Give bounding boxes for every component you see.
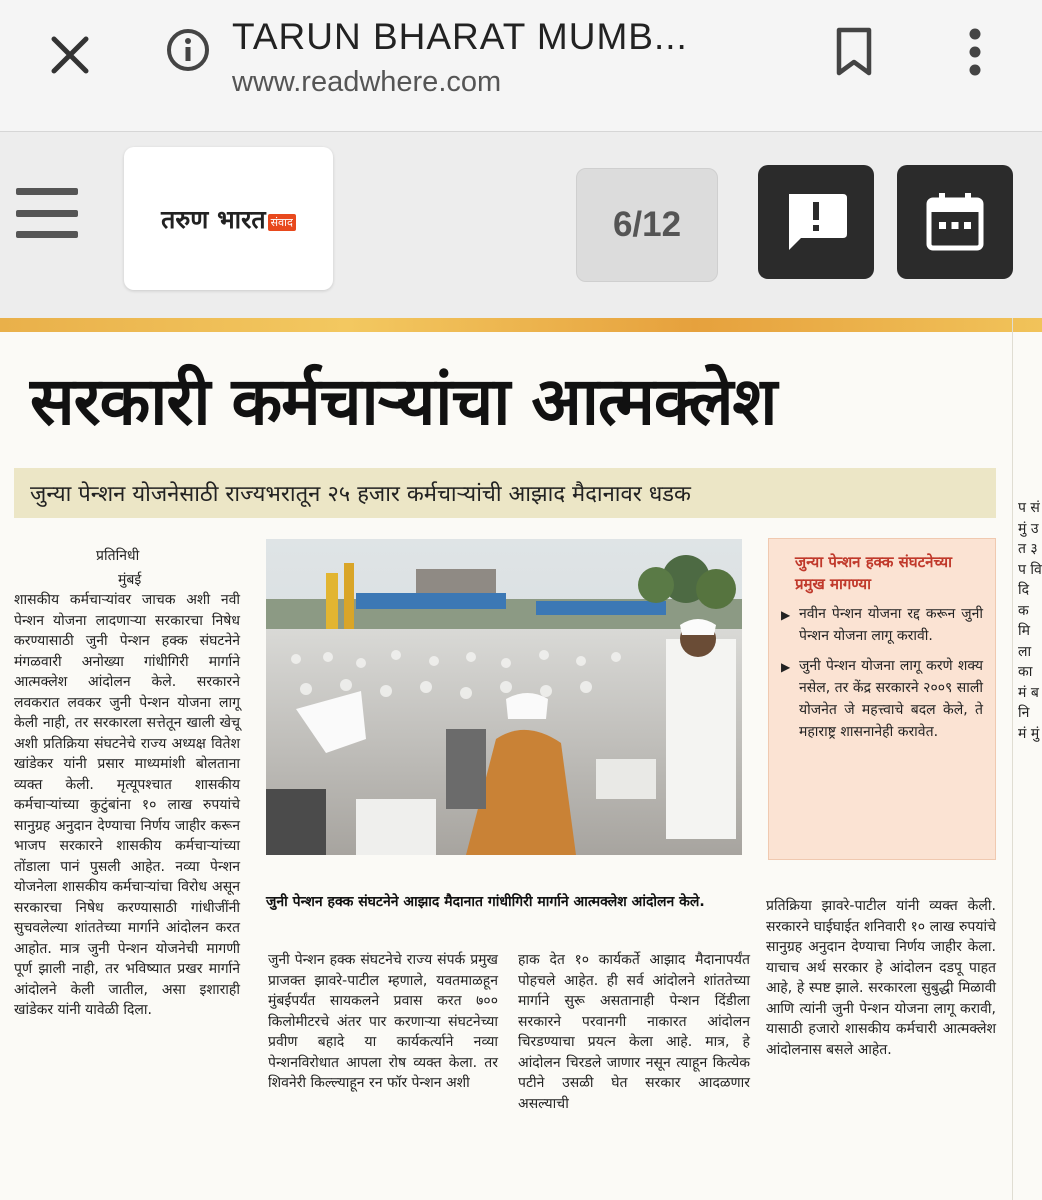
more-vert-icon[interactable] bbox=[950, 22, 1000, 82]
info-icon[interactable] bbox=[160, 22, 216, 78]
demand-text: जुनी पेन्शन योजना लागू करणे शक्य नसेल, तर केंद्र सरकारने २००९ साली योजनेत जे महत्त्वाचे बदल केले, ते महाराष्ट्र शासनानेही करावेत. bbox=[799, 658, 983, 740]
feedback-icon[interactable] bbox=[758, 165, 874, 279]
triangle-bullet-icon: ▶ bbox=[781, 660, 791, 674]
demand-item bbox=[781, 603, 983, 647]
bookmark-icon[interactable] bbox=[826, 22, 882, 82]
subhead-bar bbox=[14, 468, 996, 518]
article-column-1: शासकीय कर्मचाऱ्यांवर जाचक अशी नवी पेन्शन योजना लादणाऱ्या सरकारचा निषेध करण्यासाठी जुनी पेन्शन हक्क संघटनेने मंगळवारी अनोख्या गांधीगिरी मार्गाने आत्मक्लेश आंदोलन केले. सरकारने लवकरात लवकर जुनी पेन्शन योजना लागू केली नाही, तर सरकारला सत्तेतून खाली खेचू अशी प्रतिक्रिया संघटनेचे राज्य अध्यक्ष वितेश खांडेकर यांनी प्रसार माध्यमांशी बोलताना व्यक्त केली. मृत्यूपश्चात शासकीय कर्मचाऱ्यांच्या कुटुंबांना १० लाख रुपयांचे सानुग्रह अनुदान देण्याचा निर्णय जाहीर करून भाजप सरकारने शासकीय कर्मचाऱ्यांच्या तोंडाला पानं पुसली आहेत. नव्या पेन्शन योजनेला शासकीय कर्मचाऱ्यांचा विरोध असून सरकारचा निषेध करण्यासाठी गांधीजींनी सुचवलेल्या शांततेच्या मार्गाने आंदोलन करत आहोत. मात्र जुनी पेन्शन योजनेची मागणी पूर्ण झाली नाही, तर भविष्यात प्रखर मार्गाने आंदोलने केली जातील, असा इशाराही खांडेकर यांनी यावेळी दिला. bbox=[14, 592, 240, 1018]
column-divider bbox=[1012, 318, 1013, 1200]
publication-logo[interactable] bbox=[124, 147, 333, 290]
article-headline: सरकारी कर्मचाऱ्यांचा आत्मक्लेश bbox=[30, 363, 777, 440]
newspaper-page[interactable] bbox=[0, 318, 1042, 1200]
logo-sub-text: संवाद bbox=[268, 214, 296, 231]
photo-caption: जुनी पेन्शन हक्क संघटनेने आझाद मैदानात गांधीगिरी मार्गाने आत्मक्लेश आंदोलन केले. bbox=[266, 894, 705, 910]
demands-title: जुन्या पेन्शन हक्क संघटनेच्या प्रमुख मागण्या bbox=[795, 553, 952, 593]
page-counter[interactable]: 6/12 bbox=[576, 168, 718, 282]
page-top-band bbox=[0, 318, 1042, 332]
calendar-icon[interactable] bbox=[897, 165, 1013, 279]
page-title: TARUN BHARAT MUMB... bbox=[232, 16, 688, 57]
reader-toolbar bbox=[0, 132, 1042, 318]
byline: प्रतिनिधी bbox=[96, 548, 140, 564]
page-url[interactable]: www.readwhere.com bbox=[232, 66, 502, 98]
article-column-3: हाक देत १० कार्यकर्ते आझाद मैदानापर्यंत पोहचले आहेत. ही सर्व आंदोलने शांततेच्या मार्गाने सुरू असतानाही पेन्शन दिंडीला सरकारने परवानगी नाकारत आंदोलन चिरडण्याचा प्रयत्न केला आहे. मात्र, हे आंदोलन चिरडले जाणार नसून त्याहून कित्येक पटीने उसळी घेत सरकार आदळणार असल्याची bbox=[518, 952, 750, 1112]
demand-text: नवीन पेन्शन योजना रद्द करून जुनी पेन्शन योजना लागू करावी. bbox=[799, 606, 983, 644]
article-subhead: जुन्या पेन्शन योजनेसाठी राज्यभरातून २५ हजार कर्मचाऱ्यांची आझाद मैदानावर धडक bbox=[30, 482, 691, 507]
logo-main-text: तरुण भारत bbox=[161, 204, 266, 234]
demand-item bbox=[781, 655, 983, 743]
article-column-2: जुनी पेन्शन हक्क संघटनेचे राज्य संपर्क प्रमुख प्राजक्त झावरे-पाटील म्हणाले, यवतमाळहून मुंबईपर्यंत सायकलने प्रवास करत ७०० किलोमीटरचे अंतर पार करणाऱ्या संघटनेच्या प्रवीण बहादे या कार्यकर्त्याने नव्या पेन्शनविरोधात आपला रोष व्यक्त केला. तर शिवनेरी किल्ल्याहून रन फॉर पेन्शन अशी bbox=[268, 952, 498, 1091]
article-column-4: प्रतिक्रिया झावरे-पाटील यांनी व्यक्त केली. सरकारने घाईघाईत शनिवारी १० लाख रुपयांचे सानुग्रह अनुदान देण्याचा निर्णय जाहीर केला. याचाच अर्थ सरकार हे आंदोलन दडपू पाहत आहे, हे स्पष्ट झाले. सरकारला सुबुद्धी मिळावी आणि त्यांनी जुनी पेन्शन योजना लागू करावी, यासाठी हजारो शासकीय कर्मचारी आत्मक्लेश आंदोलनास बसले आहेत. bbox=[766, 898, 996, 1058]
hamburger-icon[interactable] bbox=[16, 184, 78, 242]
protest-photo bbox=[266, 539, 742, 855]
close-icon[interactable] bbox=[40, 25, 100, 85]
triangle-bullet-icon: ▶ bbox=[781, 608, 791, 622]
dateline: मुंबई bbox=[118, 572, 142, 588]
adjacent-article-fragment: प सं मुं उ त ३ प वि दि क मि ला का मं ब नि मं मुं bbox=[1018, 500, 1042, 742]
browser-chrome bbox=[0, 0, 1042, 132]
demands-box bbox=[768, 538, 996, 860]
